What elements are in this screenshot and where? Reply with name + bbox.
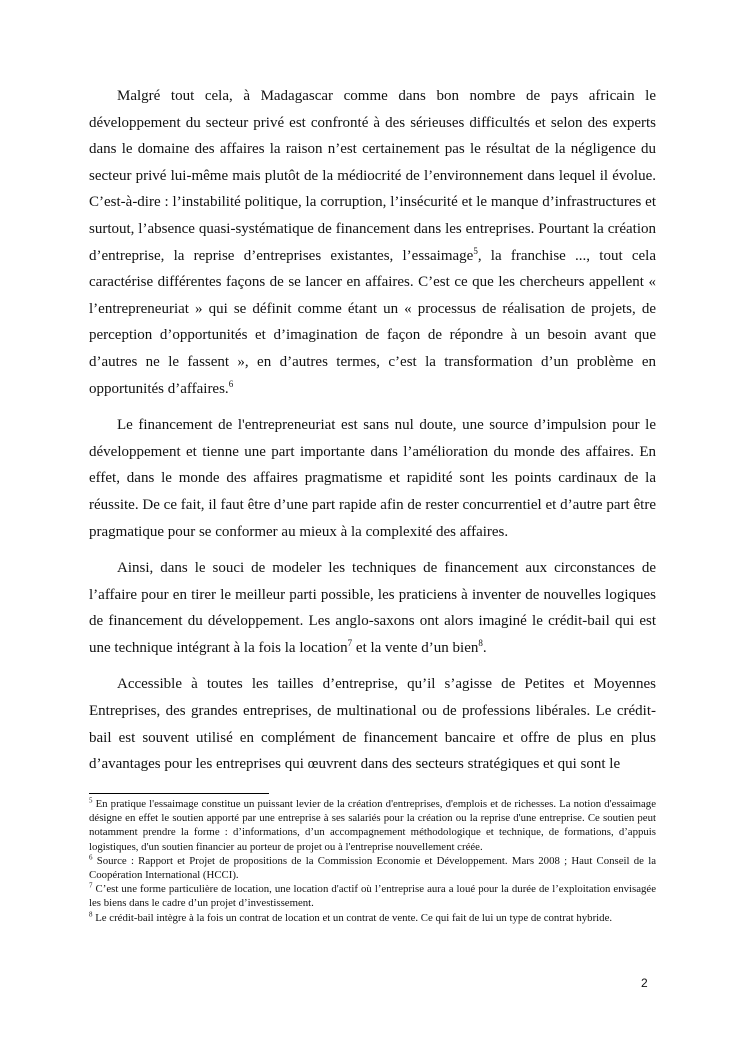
footnote-number: 8 [89,910,93,919]
footnotes [89,797,656,925]
footnote-text: Le crédit-bail intègre à la fois un contrat de location et un contrat de vente. Ce qui fait de lui un type de contrat hybride. [92,911,613,924]
paragraph-text: , la franchise ..., tout cela caractérise différentes façons de se lancer en affaires. C’est ce que les chercheurs appellent « l’entrepreneuriat » qui se définit comme étant un « processus de réalisation de projets, de perception d’opportunités et d’imagination de façon de répondre à un besoin avant que d’autres ne le fassent », en d’autres termes, c’est la transformation d’un problème en opportunités d’affaires. [89,247,656,397]
footnote-number: 5 [89,796,93,805]
footnote-text: C’est une forme particulière de location, une location d'actif où l’entreprise aura a loué pour la durée de l’exploitation envisagée les biens dans le cadre d’un projet d’investissement. [89,883,656,910]
paragraph-text: Accessible à toutes les tailles d’entreprise, qu’il s’agisse de Petites et Moyennes Entreprises, des grandes entreprises, de multinational ou de professions libérales. Le crédit-bail est souvent utilisé en complément de financement bancaire et offre de plus en plus d’avantages pour les entreprises qui œuvrent dans des secteurs stratégiques et qui sont le [89,676,656,773]
paragraph-text: et la vente d’un bien [352,639,479,656]
page-number: 2 [641,976,648,990]
footnote [89,882,656,910]
footnote [89,854,656,882]
paragraph [89,412,656,545]
footnote [89,797,656,854]
footnote [89,911,656,925]
footnote-text: En pratique l'essaimage constitue un puissant levier de la création d'entreprises, d'emplois et de richesses. La notion d'essaimage désigne en effet le soutien apporté par une entreprise à ses salariés pour la création ou la reprise d'une entreprise. Ce soutien peut notamment prendre la forme : d’informations, d’un accompagnement méthodologique et technique, de formations, d’appuis logistiques, d'un soutien financier au porteur de projet ou à l'entreprise nouvellement créée. [89,798,656,853]
footnote-reference: 7 [347,637,353,648]
footnote-number: 7 [89,881,93,890]
paragraph [89,555,656,661]
body-text [89,83,656,778]
footnote-reference: 6 [228,378,234,389]
footnote-reference: 5 [473,245,478,256]
paragraph-text: Malgré tout cela, à Madagascar comme dans bon nombre de pays africain le développement du secteur privé est confronté à des sérieuses difficultés et selon des experts dans le domaine des affaires la raison n’est certainement pas le résultat de la négligence du secteur privé lui-même mais plutôt de la médiocrité de l’environnement dans lequel il évolue. C’est-à-dire : l’instabilité politique, la corruption, l’insécurité et le manque d’infrastructures et surtout, l’absence quasi-systématique de financement dans les entreprises. Pourtant la création d’entreprise, la reprise d’entreprises existantes, l’essaimage [89,88,656,264]
footnote-reference: 8 [478,637,483,648]
paragraph [89,671,656,777]
paragraph-text: . [482,639,487,656]
paragraph [89,83,656,402]
paragraph-text: Ainsi, dans le souci de modeler les techniques de financement aux circonstances de l’affaire pour en tirer le meilleur parti possible, les praticiens à inventer de nouvelles logiques de financement du développement. Les anglo-saxons ont alors imaginé le crédit-bail qui est une technique intégrant à la fois la location [89,560,656,656]
footnote-number: 6 [89,853,93,862]
footnote-text: Source : Rapport et Projet de propositions de la Commission Economie et Développement. Mars 2008 ; Haut Conseil de la Coopération International (HCCI). [89,854,656,882]
paragraph-text: Le financement de l'entrepreneuriat est sans nul doute, une source d’impulsion pour le développement et tienne une part importante dans l’amélioration du monde des affaires. En effet, dans le monde des affaires pragmatisme et rapidité sont les points cardinaux de la réussite. De ce fait, il faut être d’une part rapide afin de rester concurrentiel et d’autre part être pragmatique pour se conformer au mieux à la complexité des affaires. [89,417,656,540]
footnote-separator [89,793,269,794]
